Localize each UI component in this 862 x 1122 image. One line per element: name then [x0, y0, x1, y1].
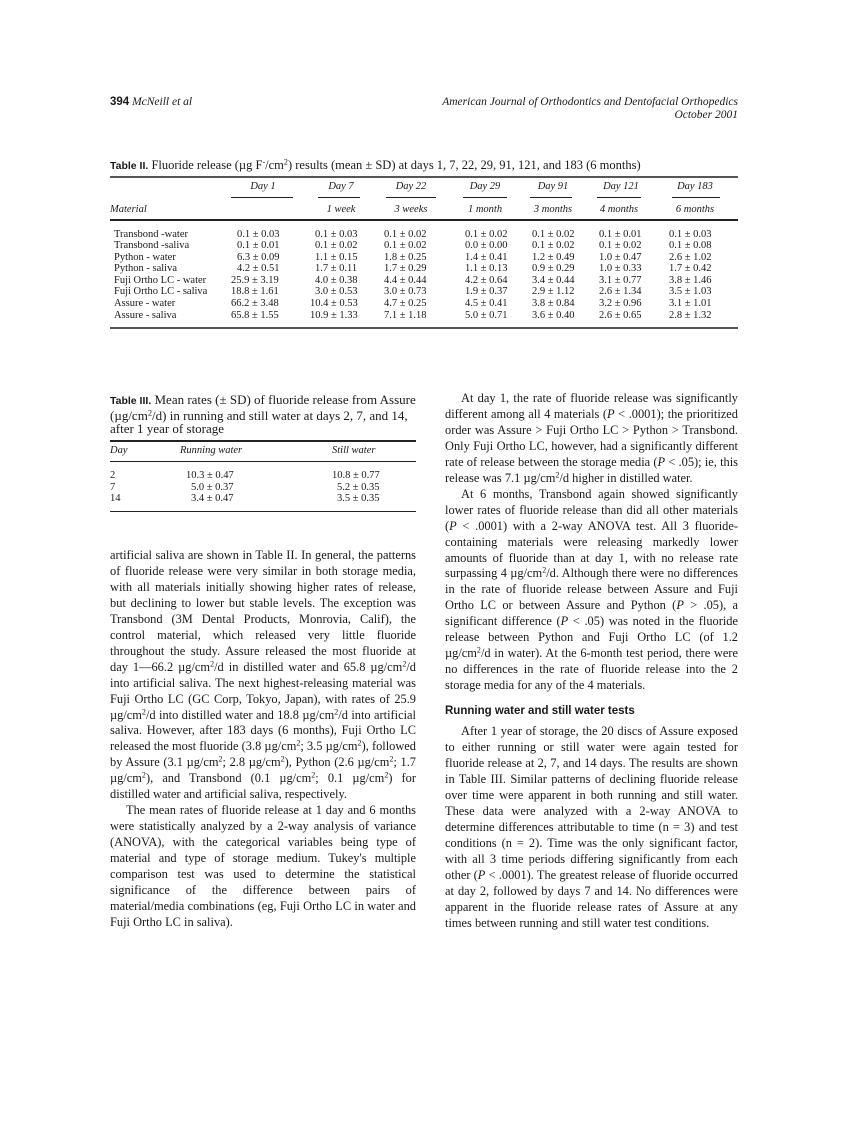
cell-value: 2.6 ± 1.02 — [669, 251, 712, 263]
cell-value: 10.9 ± 1.33 — [310, 309, 358, 321]
cell-value: 4.2 ± 0.51 — [237, 263, 280, 275]
cell-value: 1.7 ± 0.29 — [384, 263, 427, 275]
col-header-running: Running water — [180, 444, 243, 456]
cell-value: 25.9 ± 3.19 — [231, 274, 279, 286]
cell-value: 3.1 ± 0.77 — [599, 274, 642, 286]
col-header-day: Day 91 — [537, 181, 569, 192]
cell-value: 1.1 ± 0.15 — [315, 251, 358, 263]
cell-value: 5.0 ± 0.71 — [465, 309, 508, 321]
table-row — [110, 275, 738, 287]
table-row — [110, 286, 738, 298]
caption-text: /cm — [265, 158, 284, 172]
col-header-material: Material — [110, 204, 147, 215]
cell-day: 2 — [110, 470, 116, 481]
col-header-period: 3 months — [533, 204, 573, 215]
cell-material: Assure - saliva — [114, 309, 177, 321]
caption-text: Mean rates (± SD) of fluoride release from Assure (µg/cm — [110, 392, 416, 423]
cell-value: 4.4 ± 0.44 — [384, 274, 427, 286]
col-header-period: 1 week — [326, 204, 356, 215]
authors: McNeill et al — [132, 96, 193, 108]
cell-value: 3.0 ± 0.73 — [384, 286, 427, 298]
cell-material: Fuji Ortho LC - water — [114, 274, 207, 286]
cell-material: Transbond -water — [114, 228, 188, 240]
cell-value: 18.8 ± 1.61 — [231, 286, 279, 298]
caption-text: Fluoride release (µg F — [148, 158, 263, 172]
cell-material: Fuji Ortho LC - saliva — [114, 286, 208, 298]
cell-value: 5.0 ± 0.37 — [191, 481, 234, 493]
cell-value: 1.8 ± 0.25 — [384, 251, 427, 263]
paragraph: After 1 year of storage, the 20 discs of Assure exposed to either running or still water were again tested for fluoride release at 2, 7, and 14 days. The results are shown in Table III. Similar patterns of declining fluoride release over time were apparent in both running and still water. These data were analyzed with a 2-way ANOVA to determine differences attributable to time (n = 3) and test conditions (n = 2). Time was the only significant factor, with all 3 time periods differing significantly from each other (P < .0001). The greatest release of fluoride occurred at day 2, followed by days 7 and 14. No differences were apparent in the fluoride release rates of Assure at any times between running and still water test conditions. — [445, 724, 738, 930]
cell-material: Transbond -saliva — [114, 240, 190, 252]
running-head-left — [110, 96, 192, 108]
cell-value: 10.3 ± 0.47 — [186, 470, 234, 481]
issue-date: October 2001 — [674, 109, 738, 121]
cell-value: 1.0 ± 0.47 — [599, 251, 642, 263]
cell-value: 3.2 ± 0.96 — [599, 298, 642, 310]
caption-sup: - — [262, 157, 266, 167]
cell-value: 5.2 ± 0.35 — [337, 481, 380, 493]
cell-value: 0.1 ± 0.03 — [237, 228, 280, 240]
table-row — [110, 252, 738, 264]
cell-value: 7.1 ± 1.18 — [384, 309, 427, 321]
cell-value: 0.1 ± 0.03 — [669, 228, 712, 240]
table-row — [110, 310, 738, 322]
paragraph: At 6 months, Transbond again showed significantly lower rates of fluoride release than did all other materials (P < .0001) with a 2-way ANOVA test. All 3 fluoride-containing materials were releasing markedly lower amounts of fluoride than at day 1, with no release rate surpassing 4 $\mu g/cm^2/d$. Although there were no differences in the rate of fluoride release between Assure and Fuji Ortho LC or between Assure and Python (P > .05), a significant difference (P < .05) was noted in the fluoride release between Python and Fuji Ortho LC (of 1.2 $\mu g/cm^2/d$ in water). At the 6-month test period, there were no differences in the rate of fluoride release into the 2 storage media for any of the 4 materials. — [445, 486, 738, 693]
col-header-period: 4 months — [599, 204, 639, 215]
cell-material: Python - water — [114, 251, 176, 263]
cell-value: 3.5 ± 1.03 — [669, 286, 712, 298]
cell-value: 3.8 ± 0.84 — [532, 298, 575, 310]
cell-value: 1.1 ± 0.13 — [465, 263, 508, 275]
table3 — [110, 440, 416, 512]
cell-material: Assure - water — [114, 298, 176, 310]
cell-value: 0.9 ± 0.29 — [532, 263, 575, 275]
cell-value: 1.9 ± 0.37 — [465, 286, 508, 298]
col-header-day: Day 7 — [328, 181, 354, 192]
cell-value: 3.5 ± 0.35 — [337, 493, 380, 505]
cell-value: 10.8 ± 0.77 — [332, 470, 380, 481]
col-header-day: Day — [110, 444, 128, 456]
cell-value: 3.0 ± 0.53 — [315, 286, 358, 298]
cell-value: 3.4 ± 0.47 — [191, 493, 234, 505]
table-bottom-rule — [110, 511, 416, 513]
cell-value: 0.1 ± 0.02 — [315, 240, 358, 252]
cell-value: 1.7 ± 0.42 — [669, 263, 712, 275]
running-head-right — [442, 96, 738, 122]
table-row — [110, 493, 416, 505]
cell-value: 0.1 ± 0.03 — [315, 228, 358, 240]
cell-value: 1.0 ± 0.33 — [599, 263, 642, 275]
col-header-period: 1 month — [467, 204, 503, 215]
table3-body — [110, 462, 416, 511]
col-header-still: Still water — [332, 444, 376, 456]
cell-value: 4.5 ± 0.41 — [465, 298, 508, 310]
cell-value: 10.4 ± 0.53 — [310, 298, 358, 310]
cell-day: 7 — [110, 481, 116, 493]
cell-value: 65.8 ± 1.55 — [231, 309, 279, 321]
paragraph: At day 1, the rate of fluoride release was significantly different among all 4 materials (P < .0001); the prioritized order was Assure > Fuji Ortho LC > Python > Transbond. Only Fuji Ortho LC, however, had a significantly different rate of release between the storage media (P < .05); ie, this release was 7.1 $\mu g/cm^2/d$ higher in distilled water. — [445, 391, 738, 485]
cell-value: 0.1 ± 0.01 — [599, 228, 642, 240]
cell-value: 4.2 ± 0.64 — [465, 274, 508, 286]
col-header-day: Day 121 — [603, 181, 639, 192]
cell-value: 0.1 ± 0.01 — [237, 240, 280, 252]
caption-text: /d) in running and still water at days 2, 7, and 14, after 1 year of storage — [110, 407, 408, 436]
cell-value: 66.2 ± 3.48 — [231, 298, 279, 310]
journal-title: American Journal of Orthodontics and Dentofacial Orthopedics — [442, 96, 738, 108]
table3-caption — [110, 393, 416, 436]
table3-label: Table III. — [110, 395, 152, 407]
cell-value: 2.6 ± 0.65 — [599, 309, 642, 321]
cell-value: 4.0 ± 0.38 — [315, 274, 358, 286]
table2-label: Table II. — [110, 160, 149, 172]
table-row — [110, 482, 416, 494]
table2-period-header-row — [110, 198, 738, 219]
col-header-day: Day 22 — [395, 181, 427, 192]
cell-value: 4.7 ± 0.25 — [384, 298, 427, 310]
cell-value: 0.1 ± 0.02 — [465, 228, 508, 240]
table-row — [110, 229, 738, 241]
left-column-text — [110, 548, 416, 931]
table-row — [110, 263, 738, 275]
cell-value: 0.1 ± 0.02 — [599, 240, 642, 252]
table-bottom-rule — [110, 327, 738, 329]
cell-value: 6.3 ± 0.09 — [237, 251, 280, 263]
cell-value: 0.1 ± 0.08 — [669, 240, 712, 252]
col-header-day: Day 29 — [469, 181, 501, 192]
table2-body — [110, 221, 738, 328]
table2-caption — [110, 158, 641, 173]
cell-value: 0.1 ± 0.02 — [532, 240, 575, 252]
paragraph: artificial saliva are shown in Table II. In general, the patterns of fluoride release were very similar in both storage media, with all materials initially showing higher rates of release, but declining to lower but stable levels. The exception was Transbond (3M Dental Products, Monrovia, Calif), the control material, which released very little fluoride throughout the study. Assure released the most fluoride at day 1—66.2 $\mu g/cm^2/d$ in distilled water and 65.8 $\mu g/cm^2/d$ into artificial saliva. The next highest-releasing material was Fuji Ortho LC (GC Corp, Tokyo, Japan), with rates of 25.9 $\mu g/cm^2/d$ into distilled water and 18.8 $\mu g/cm^2/d$ into artificial saliva. However, after 183 days (6 months), Fuji Ortho LC released the most fluoride (3.8 $\mu g/cm^2$; 3.5 $\mu g/cm^2$), followed by Assure (3.1 $\mu g/cm^2$; 2.8 $\mu g/cm^2$), Python (2.6 $\mu g/cm^2$; 1.7 $\mu g/cm^2$), and Transbond (0.1 $\mu g/cm^2$; 0.1 $\mu g/cm^2$) for distilled water and artificial saliva, respectively. — [110, 548, 416, 802]
col-header-period: 6 months — [675, 204, 715, 215]
section-heading: Running water and still water tests — [445, 705, 635, 718]
col-header-day: Day 1 — [250, 181, 276, 192]
caption-text: ) results (mean ± SD) at days 1, 7, 22, 29, 91, 121, and 183 (6 months) — [287, 158, 641, 172]
col-header-day: Day 183 — [677, 181, 713, 192]
table-row — [110, 240, 738, 252]
table-row — [110, 298, 738, 310]
cell-value: 2.9 ± 1.12 — [532, 286, 575, 298]
table2 — [110, 176, 738, 329]
table3-header-row — [110, 442, 416, 461]
caption-sup: 2 — [283, 157, 288, 167]
right-column-text — [445, 391, 738, 931]
cell-value: 3.8 ± 1.46 — [669, 274, 712, 286]
paragraph: The mean rates of fluoride release at 1 day and 6 months were statistically analyzed by a 2-way analysis of variance (ANOVA), with the categorical variables being type of material and type of storage medium. Tukey's multiple comparison test was used to determine the statistical significance of the difference between pairs of material/media combinations (eg, Fuji Ortho LC in water and Fuji Ortho LC in saliva). — [110, 803, 416, 929]
cell-value: 2.8 ± 1.32 — [669, 309, 712, 321]
cell-value: 0.1 ± 0.02 — [532, 228, 575, 240]
cell-value: 1.4 ± 0.41 — [465, 251, 508, 263]
cell-value: 0.1 ± 0.02 — [384, 228, 427, 240]
cell-material: Python - saliva — [114, 263, 177, 275]
caption-sup: 2 — [147, 406, 153, 417]
col-header-period: 3 weeks — [394, 204, 428, 215]
cell-day: 14 — [110, 493, 121, 505]
cell-value: 3.4 ± 0.44 — [532, 274, 575, 286]
cell-value: 2.6 ± 1.34 — [599, 286, 642, 298]
table-row — [110, 470, 416, 482]
table2-day-header-row — [110, 178, 738, 198]
cell-value: 0.1 ± 0.02 — [384, 240, 427, 252]
cell-value: 0.0 ± 0.00 — [465, 240, 508, 252]
cell-value: 3.1 ± 1.01 — [669, 298, 712, 310]
page-number: 394 — [110, 96, 130, 108]
cell-value: 1.2 ± 0.49 — [532, 251, 575, 263]
cell-value: 3.6 ± 0.40 — [532, 309, 575, 321]
cell-value: 1.7 ± 0.11 — [315, 263, 358, 275]
